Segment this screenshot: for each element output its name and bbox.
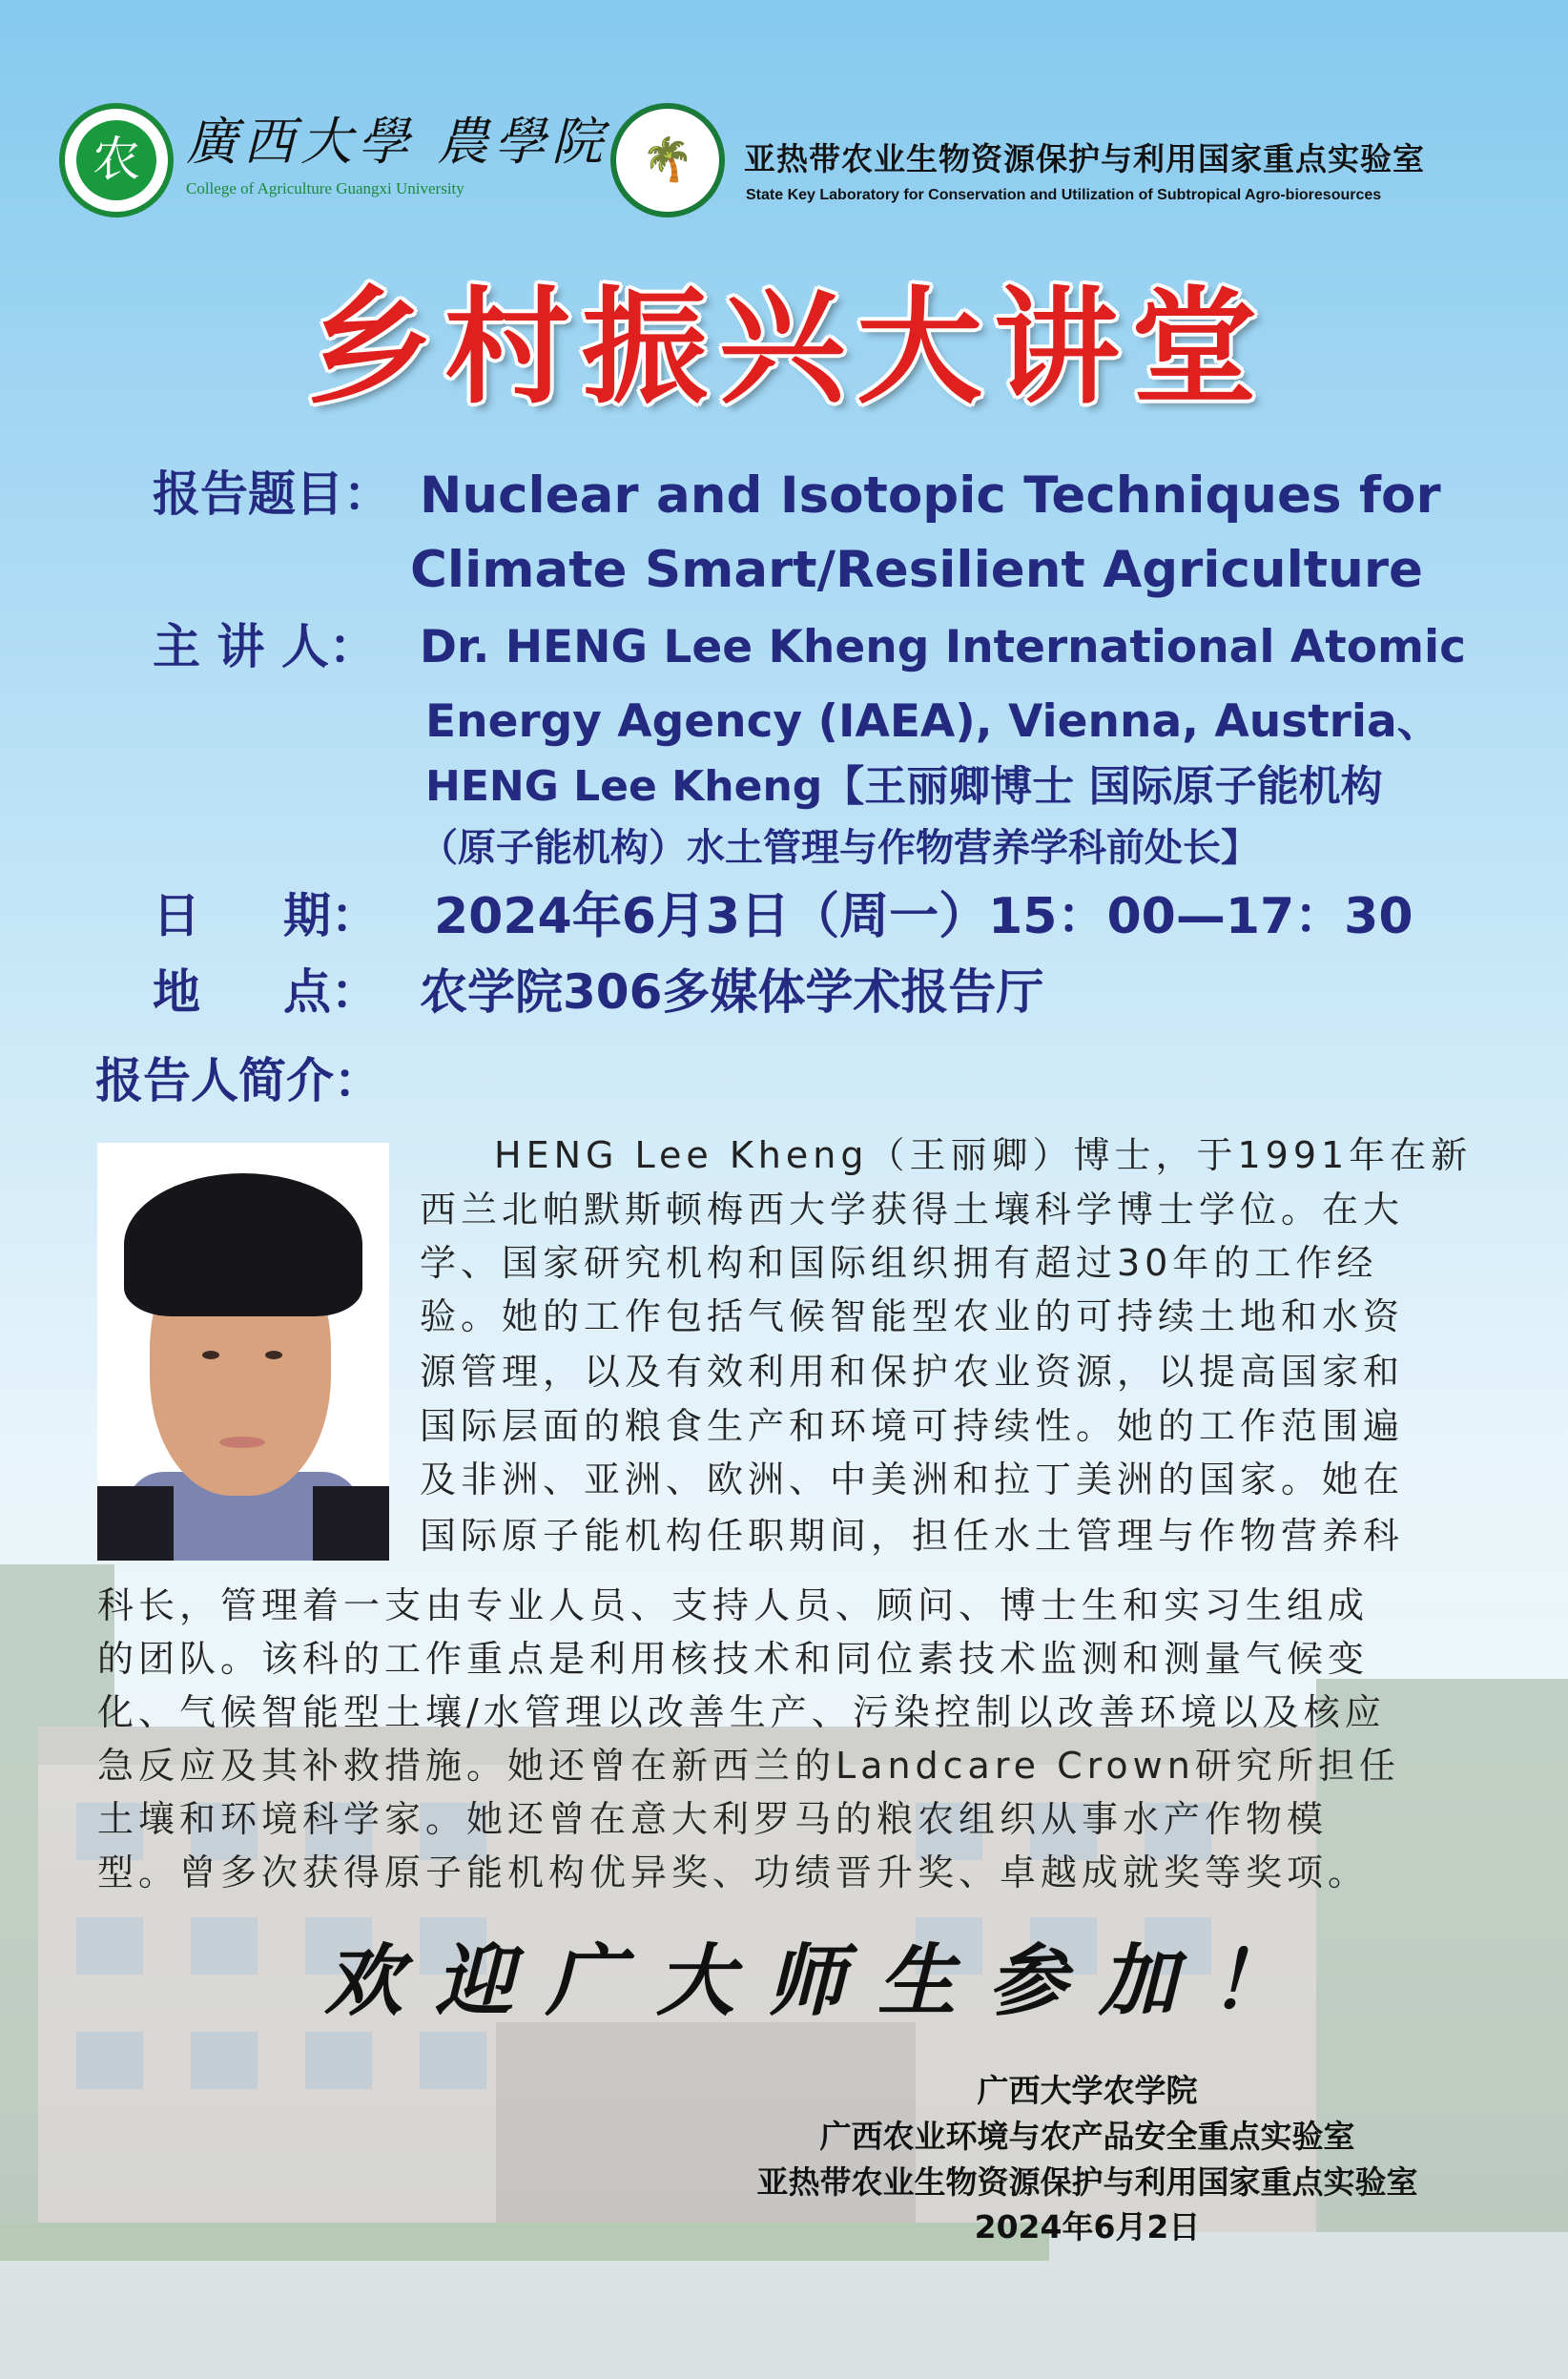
bio-label: 报告人简介： xyxy=(95,1053,382,1108)
bio-line: 化、气候智能型土壤/水管理以改善生产、污染控制以改善环境以及核应 xyxy=(97,1691,1386,1733)
footer-org: 广西农业环境与农产品安全重点实验室 xyxy=(819,2118,1355,2155)
date-label: 日 期： xyxy=(153,888,380,943)
bio-line: 国际层面的粮食生产和环境可持续性。她的工作范围遍 xyxy=(420,1405,1405,1447)
bio-line: 西兰北帕默斯顿梅西大学获得土壤科学博士学位。在大 xyxy=(420,1189,1405,1231)
speaker-line: Dr. HENG Lee Kheng International Atomic xyxy=(420,621,1466,673)
bio-line: 学、国家研究机构和国际组织拥有超过30年的工作经 xyxy=(420,1242,1378,1284)
speaker-line: Energy Agency (IAEA), Vienna, Austria、 xyxy=(425,695,1442,748)
cusa-seal-logo xyxy=(610,103,725,217)
footer-org: 亚热带农业生物资源保护与利用国家重点实验室 xyxy=(756,2163,1418,2201)
speaker-photo xyxy=(97,1143,389,1561)
gxu-seal-emblem: 农 xyxy=(76,120,156,200)
lecture-series-title: 乡村振兴大讲堂 xyxy=(307,275,1269,422)
footer-org: 广西大学农学院 xyxy=(977,2072,1198,2109)
footer-date: 2024年6月2日 xyxy=(974,2208,1201,2245)
bio-line: 及非洲、亚洲、欧洲、中美洲和拉丁美洲的国家。她在 xyxy=(420,1458,1405,1500)
bio-line: 科长，管理着一支由专业人员、支持人员、顾问、博士生和实习生组成 xyxy=(97,1584,1370,1626)
bio-line: 的团队。该科的工作重点是利用核技术和同位素技术监测和测量气候变 xyxy=(97,1638,1370,1680)
gxu-calligraphy-name: 廣西大學 農學院 xyxy=(186,112,609,172)
bio-line: HENG Lee Kheng（王丽卿）博士，于1991年在新 xyxy=(494,1134,1473,1176)
speaker-label: 主 讲 人： xyxy=(153,619,377,674)
palm-tree-icon: 🌴 xyxy=(634,127,701,194)
topic-label: 报告题目： xyxy=(153,466,391,522)
speaker-line: （原子能机构）水土管理与作物营养学科前处长】 xyxy=(420,826,1259,870)
bio-line: 国际原子能机构任职期间，担任水土管理与作物营养科 xyxy=(420,1515,1405,1557)
lab-chinese-name: 亚热带农业生物资源保护与利用国家重点实验室 xyxy=(744,140,1425,177)
date-value: 2024年6月3日（周一）15：00—17：30 xyxy=(434,888,1413,945)
topic-line: Climate Smart/Resilient Agriculture xyxy=(410,541,1423,599)
lab-english-name: State Key Laboratory for Conservation and Utilization of Subtropical Agro-bioresources xyxy=(746,187,1382,203)
bio-line: 急反应及其补救措施。她还曾在新西兰的Landcare Crown研究所担任 xyxy=(97,1745,1400,1787)
speaker-line: HENG Lee Kheng【王丽卿博士 国际原子能机构 xyxy=(425,762,1383,811)
bio-line: 土壤和环境科学家。她还曾在意大利罗马的粮农组织从事水产作物模 xyxy=(97,1798,1329,1840)
place-value: 农学院306多媒体学术报告厅 xyxy=(420,964,1044,1020)
gxu-english-name: College of Agriculture Guangxi University xyxy=(186,179,464,197)
place-label: 地 点： xyxy=(153,964,380,1020)
topic-line: Nuclear and Isotopic Techniques for xyxy=(420,466,1441,525)
bio-line: 验。她的工作包括气候智能型农业的可持续土地和水资 xyxy=(420,1295,1405,1337)
bio-line: 源管理，以及有效利用和保护农业资源，以提高国家和 xyxy=(420,1351,1405,1393)
welcome-message: 欢迎广大师生参加！ xyxy=(324,1935,1320,2027)
gxu-seal-logo xyxy=(59,103,174,217)
bio-line: 型。曾多次获得原子能机构优异奖、功绩晋升奖、卓越成就奖等奖项。 xyxy=(97,1851,1370,1893)
